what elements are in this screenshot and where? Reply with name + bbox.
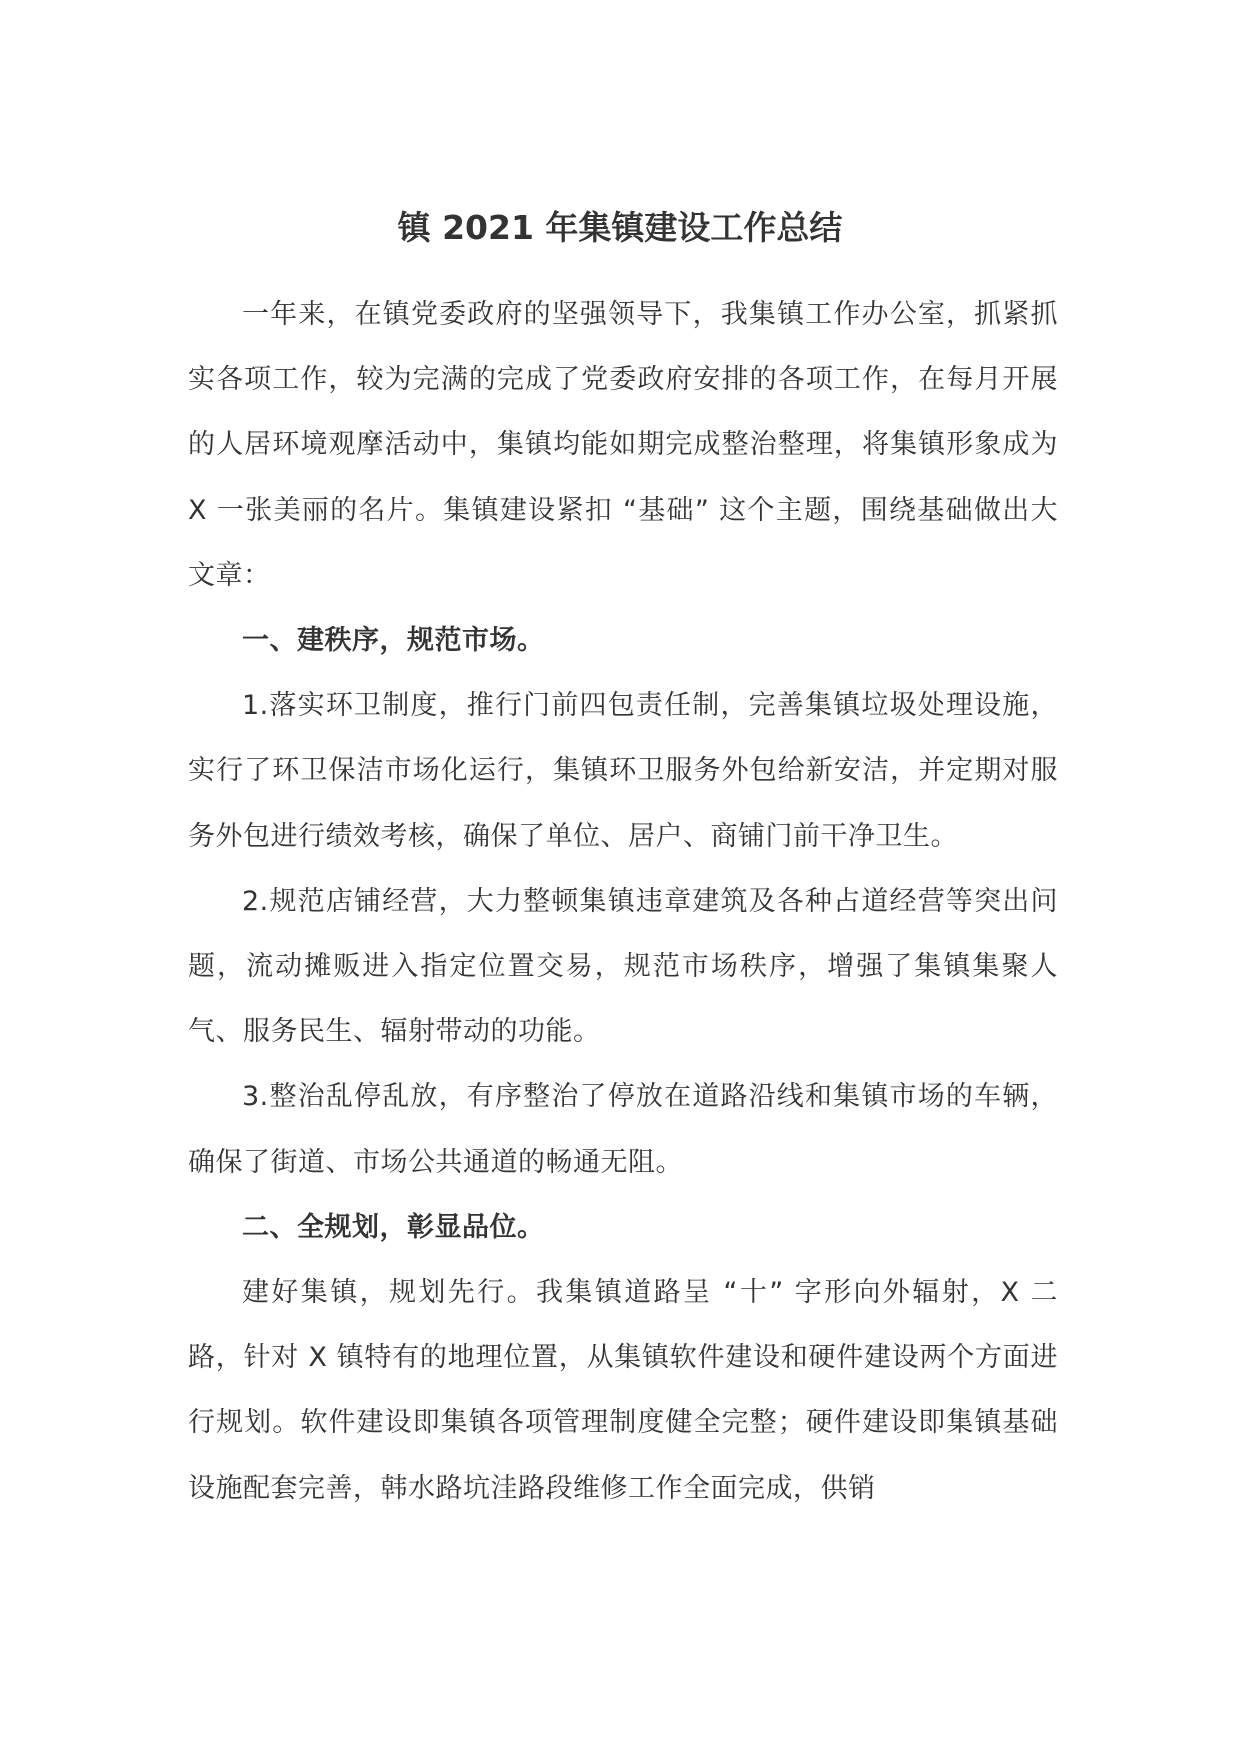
document-body bbox=[188, 282, 1058, 1521]
section1-item-3: 3.整治乱停乱放，有序整治了停放在道路沿线和集镇市场的车辆，确保了街道、市场公共通道的畅通无阻。 bbox=[188, 1081, 1058, 1178]
section1-item-1: 1.落实环卫制度，推行门前四包责任制，完善集镇垃圾处理设施，实行了环卫保洁市场化运行，集镇环卫服务外包给新安洁，并定期对服务外包进行绩效考核，确保了单位、居户、商铺门前干净卫生。 bbox=[188, 690, 1058, 852]
section-heading-2: 二、全规划，彰显品位。 bbox=[242, 1211, 545, 1243]
section1-item-2: 2.规范店铺经营，大力整顿集镇违章建筑及各种占道经营等突出问题，流动摊贩进入指定位置交易，规范市场秩序，增强了集镇集聚人气、服务民生、辐射带动的功能。 bbox=[188, 885, 1058, 1048]
intro-paragraph: 一年来，在镇党委政府的坚强领导下，我集镇工作办公室，抓紧抓实各项工作，较为完满的完成了党委政府安排的各项工作，在每月开展的人居环境观摩活动中，集镇均能如期完成整治整理，将集镇形象成为 X 一张美丽的名片。集镇建设紧扣 “基础” 这个主题，围绕基础做出大文章： bbox=[188, 299, 1058, 591]
section-heading-1: 一、建秩序，规范市场。 bbox=[242, 625, 545, 657]
document-title: 镇 2021 年集镇建设工作总结 bbox=[397, 208, 843, 247]
section2-paragraph-1: 建好集镇，规划先行。我集镇道路呈 “十” 字形向外辐射，X 二路，针对 X 镇特有的地理位置，从集镇软件建设和硬件建设两个方面进行规划。软件建设即集镇各项管理制度健全完整；硬件建设即集镇基础设施配套完善，韩水路坑洼路段维修工作全面完成，供销 bbox=[188, 1277, 1058, 1504]
